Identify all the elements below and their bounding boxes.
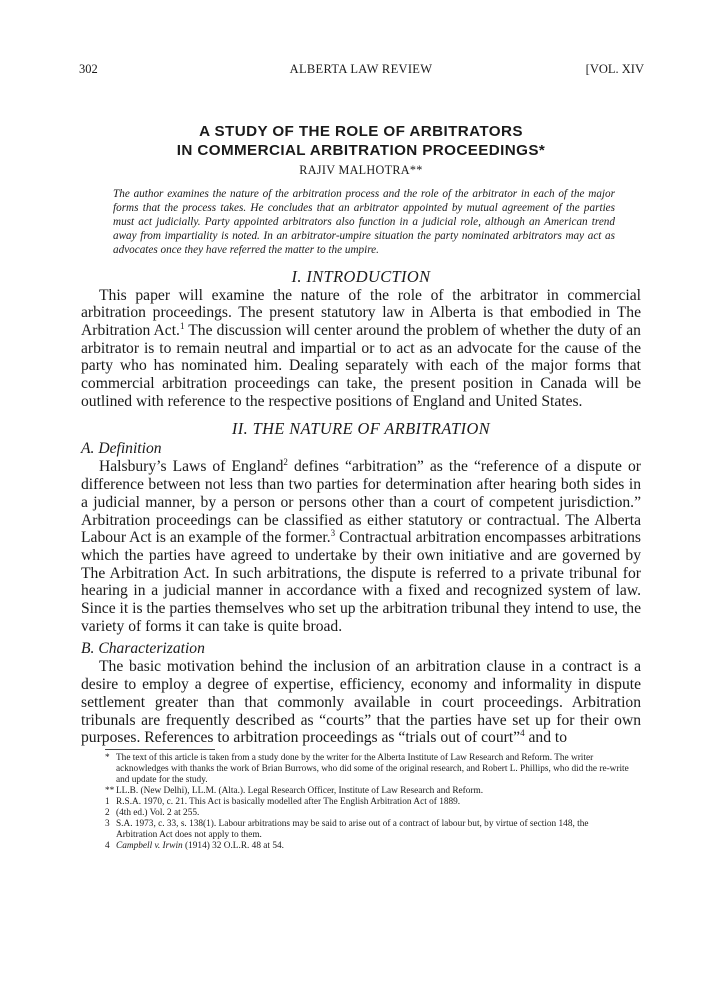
- article-title-line-1: A STUDY OF THE ROLE OF ARBITRATORS: [199, 123, 523, 140]
- footnotes: [105, 753, 631, 852]
- journal-title: ALBERTA LAW REVIEW: [289, 62, 433, 76]
- footnote-text: (4th ed.) Vol. 2 at 255.: [116, 808, 200, 818]
- section-heading-introduction: I. INTRODUCTION: [291, 266, 431, 286]
- article-title: [81, 122, 641, 160]
- footnote-mark: 2: [105, 808, 110, 818]
- footnote-mark: **: [105, 786, 115, 796]
- paragraph-characterization: The basic motivation behind the inclusion of an arbitration clause in a contract is a desire to employ a degree of expertise, efficiency, economy and informality in dispute settlement greater than that commonly available in court proceedings. Arbitration tribunals are frequently described as “courts” that the parties have set up for their own purposes. References to arbitration proceedings as “trials out of court”$^4$ and to: [81, 658, 641, 747]
- footnote-mark: 1: [105, 797, 110, 807]
- section-heading-nature: II. THE NATURE OF ARBITRATION: [231, 419, 491, 439]
- footnote-text: LL.B. (New Delhi), LL.M. (Alta.). Legal Research Officer, Institute of Law Research and Reform.: [116, 786, 484, 796]
- footnote-divider: [105, 749, 215, 750]
- paragraph-introduction: This paper will examine the nature of the role of the arbitrator in commercial arbitration proceedings. The present statutory law in Alberta is that embodied in The Arbitration Act.$^1$ The discussion will center around the problem of whether the duty of an arbitrator is to remain neutral and impartial or to act as an advocate for the cause of the party who has nominated him. Dealing separately with each of the major forms that commercial arbitration proceedings can take, the present position in Canada will be outlined with reference to the respective positions of England and United States.: [81, 286, 641, 410]
- footnote-mark: *: [105, 753, 110, 763]
- volume-label: [VOL. XIV: [585, 62, 644, 76]
- page-number: 302: [79, 62, 98, 76]
- footnote-item: [105, 808, 631, 819]
- footnote-item: [105, 797, 631, 808]
- footnote-item: [105, 841, 631, 852]
- footnote-ref-4[interactable]: 4: [520, 728, 525, 739]
- footnote-text: Campbell v. Irwin (1914) 32 O.L.R. 48 at 54.: [116, 841, 284, 851]
- footnote-mark: 4: [105, 841, 110, 851]
- footnote-text: The text of this article is taken from a study done by the writer for the Alberta Institute of Law Research and Reform. The writer acknowledges with thanks the work of Brian Burrows, who did some of the original research, and Robert L. Phillips, who did the re-write and update for the study.: [116, 753, 629, 785]
- footnote-ref-1[interactable]: 1: [179, 320, 185, 331]
- footnote-text: R.S.A. 1970, c. 21. This Act is basically modelled after The English Arbitration Act of 1889.: [116, 797, 461, 807]
- subheading-characterization: B. Characterization: [81, 640, 205, 658]
- footnote-item: [105, 753, 631, 786]
- article-title-line-2: IN COMMERCIAL ARBITRATION PROCEEDINGS*: [176, 142, 546, 159]
- footnote-text: S.A. 1973, c. 33, s. 138(1). Labour arbitrations may be said to arise out of a contract of labour but, by virtue of section 148, the Arbitration Act does not apply to them.: [116, 819, 589, 840]
- page: [79, 56, 644, 852]
- footnote-item: [105, 786, 631, 797]
- footnote-mark: 3: [105, 819, 110, 829]
- author-name: RAJIV MALHOTRA**: [299, 163, 423, 177]
- footnote-ref-3[interactable]: 3: [330, 528, 336, 539]
- running-head: [79, 56, 644, 78]
- footnote-ref-2[interactable]: 2: [283, 457, 288, 468]
- subheading-definition: A. Definition: [81, 440, 162, 458]
- abstract: The author examines the nature of the arbitration process and the role of the arbitrator in each of the major forms that the process takes. He concludes that an arbitrator appointed by mutual agreement of the parties must act judicially. Party appointed arbitrators also function in a judicial role, although an American trend away from impartiality is noted. In an arbitrator-umpire situation the party nominated arbitrators may act as advocates once they have referred the matter to the umpire.: [113, 188, 615, 256]
- case-name: Campbell v. Irwin: [116, 841, 183, 851]
- footnote-item: [105, 819, 631, 841]
- paragraph-definition: Halsbury’s Laws of England$^2$ defines “arbitration” as the “reference of a dispute or difference between not less than two parties for determination after hearing both sides in a judicial manner, by a person or persons other than a court of competent jurisdiction.” Arbitration proceedings can be classified as either statutory or contractual. The Alberta Labour Act is an example of the former.$^3$ Contractual arbitration encompasses arbitrations which the parties have agreed to undertake by their own initiative and are governed by The Arbitration Act. In such arbitrations, the dispute is referred to a private tribunal for hearing in a judicial manner in accordance with a fixed and recognized system of law. Since it is the parties themselves who set up the arbitration tribunal they intend to use, the variety of forms it can take is quite broad.: [81, 457, 642, 635]
